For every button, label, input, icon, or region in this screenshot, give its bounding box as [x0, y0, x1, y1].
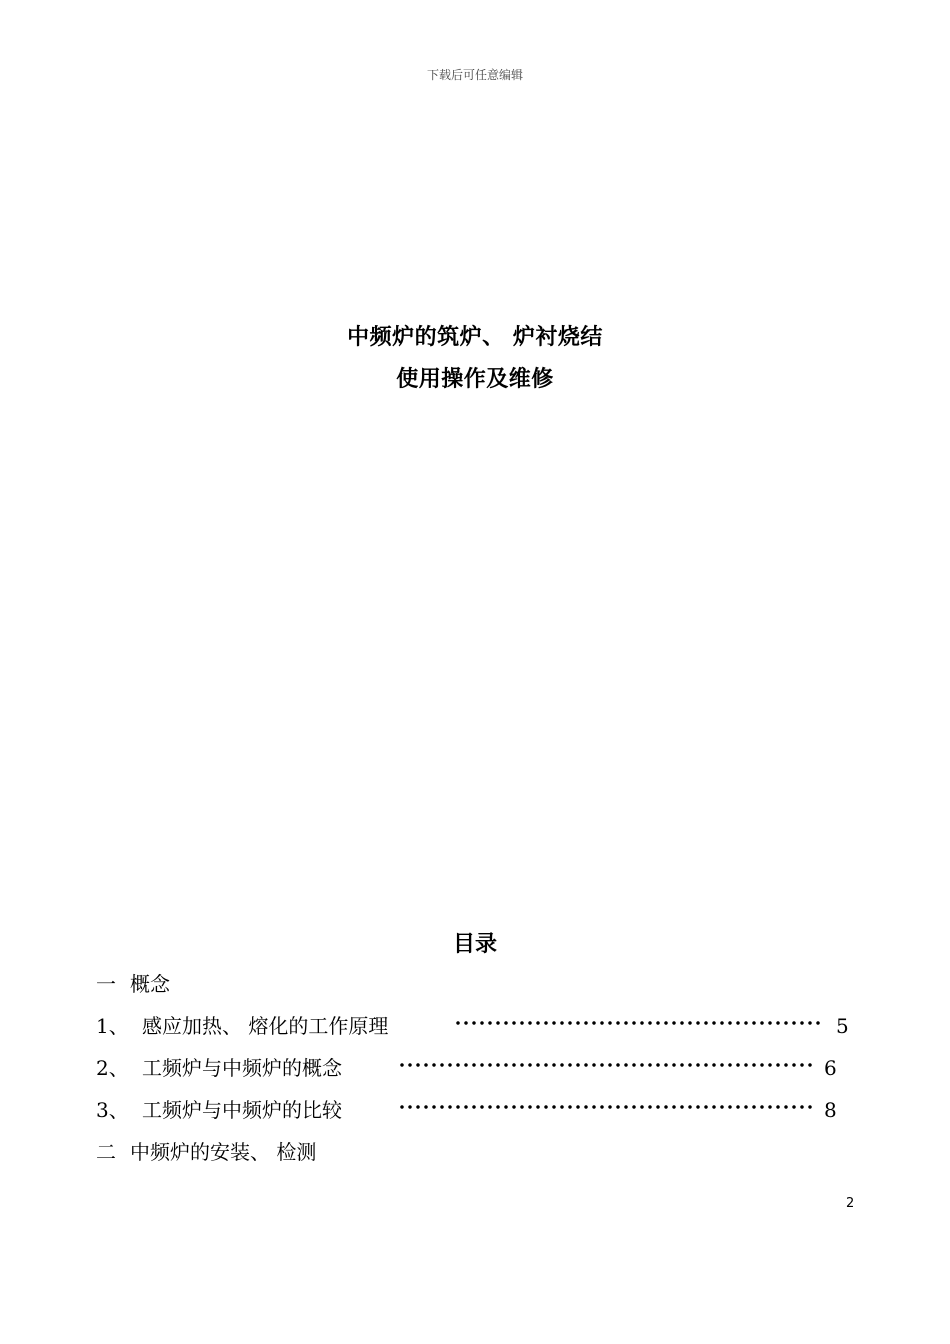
toc-section-2[interactable]	[96, 1138, 856, 1166]
toc-dot-leader	[398, 1102, 814, 1112]
toc-entry-3[interactable]	[96, 1096, 856, 1124]
toc-page-ref: 8	[824, 1098, 837, 1122]
toc-page-ref: 5	[836, 1014, 849, 1038]
header-note: 下载后可任意编辑	[426, 68, 523, 82]
toc-section-label: 中频炉的安装、 检测	[130, 1140, 317, 1164]
toc-page-ref: 6	[824, 1056, 837, 1080]
toc-entry-number: 1、	[96, 1014, 129, 1038]
toc-entry-label: 感应加热、 熔化的工作原理	[142, 1014, 389, 1038]
page-number: 2	[846, 1196, 855, 1211]
toc-heading: 目录	[452, 932, 497, 957]
toc-entry-label: 工频炉与中频炉的比较	[142, 1098, 342, 1122]
toc-section-label: 概念	[130, 972, 170, 996]
toc-section-1[interactable]	[96, 970, 856, 998]
toc-section-number: 二	[96, 1140, 116, 1164]
toc-entry-number: 3、	[96, 1098, 129, 1122]
toc-entry-2[interactable]	[96, 1054, 856, 1082]
toc-entry-label: 工频炉与中频炉的概念	[142, 1056, 342, 1080]
document-title-line-2: 使用操作及维修	[396, 367, 554, 392]
toc-entry-number: 2、	[96, 1056, 129, 1080]
toc-dot-leader	[398, 1060, 814, 1070]
toc-section-number: 一	[96, 972, 116, 996]
document-title-line-1: 中频炉的筑炉、 炉衬烧结	[347, 325, 603, 350]
toc-entry-1[interactable]	[96, 1012, 856, 1040]
toc-dot-leader	[454, 1018, 822, 1028]
